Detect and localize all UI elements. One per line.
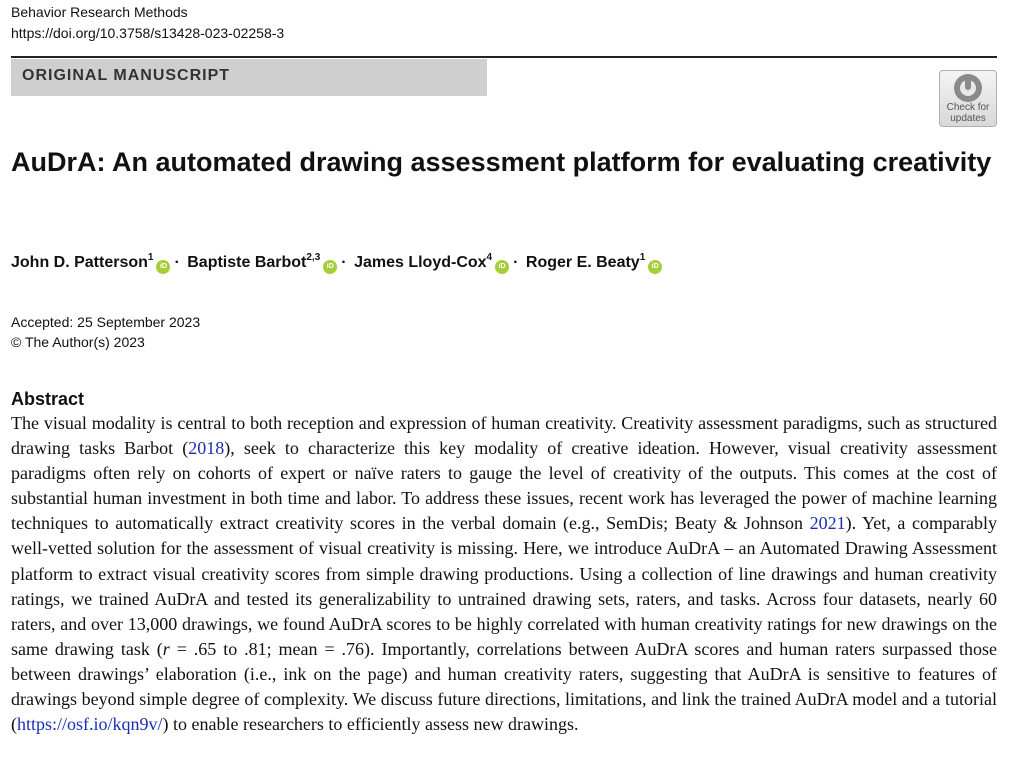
abstract-segment: ) to enable researchers to efficiently assess new drawings. — [162, 714, 579, 735]
abstract-segment: ), seek to characterize this key modality of creative ideation. However, visual creativity assessment paradigms often rely on cohorts of expert or naïve raters to gauge the level of creativity of the outputs. This comes at the cost of substantial human investment in both time and labor. To address these issues, recent work has leveraged the power of machine learning techniques to automatically extract creativity scores in the verbal domain (e.g., SemDis; Beaty & Johnson — [11, 438, 998, 534]
orcid-icon[interactable]: iD — [495, 260, 509, 274]
abstract-text — [11, 411, 997, 737]
abstract-segment: ). Yet, a comparably well-vetted solution for the assessment of visual creativity is missing. Here, we introduce AuDrA – an Automated Drawing Assessment platform to extract visual creativity scores from simple drawing productions. Using a collection of line drawings and human creativity ratings, we trained AuDrA and tested its generalizability to untrained drawing sets, raters, and tasks. Across four datasets, nearly 60 raters, and over 13,000 drawings, we found AuDrA scores to be highly correlated with human creativity ratings for new drawings on the same drawing task ( — [11, 513, 997, 659]
check-for-updates-button[interactable] — [939, 70, 997, 127]
orcid-icon[interactable]: iD — [323, 260, 337, 274]
author-affiliation: 2,3 — [306, 251, 321, 263]
author-name[interactable]: Baptiste Barbot — [187, 254, 307, 271]
author-name[interactable]: John D. Patterson — [11, 254, 148, 271]
accepted-date: Accepted: 25 September 2023 — [11, 314, 201, 330]
citation-link[interactable]: 2018 — [188, 438, 225, 459]
article-type-banner: ORIGINAL MANUSCRIPT — [11, 59, 487, 96]
copyright-notice: © The Author(s) 2023 — [11, 334, 145, 350]
paper-title: AuDrA: An automated drawing assessment platform for evaluating creativity — [11, 147, 992, 177]
abstract-segment: = .65 to .81; mean = .76). Importantly, correlations between AuDrA scores and human raters surpassed those between drawings’ elaboration (i.e., ink on the page) and human creativity raters, suggesting that AuDrA is sensitive to features of drawings beyond simple degree of complexity. We discuss future directions, limitations, and link the trained AuDrA model and a tutorial ( — [11, 638, 997, 735]
journal-name: Behavior Research Methods — [11, 4, 188, 20]
author-separator: · — [513, 254, 519, 271]
author-affiliation: 1 — [639, 251, 646, 263]
author-affiliation: 4 — [486, 251, 493, 263]
author-separator: · — [174, 254, 180, 271]
orcid-icon[interactable]: iD — [648, 260, 662, 274]
doi-link[interactable]: https://doi.org/10.3758/s13428-023-02258-3 — [11, 25, 285, 41]
citation-link[interactable]: 2021 — [809, 513, 846, 534]
check-updates-label-1: Check for — [946, 102, 990, 113]
check-updates-icon — [954, 74, 982, 102]
author-name[interactable]: James Lloyd-Cox — [354, 254, 487, 271]
statistic-symbol: r — [162, 638, 170, 659]
header-rule — [11, 56, 997, 58]
author-name[interactable]: Roger E. Beaty — [525, 254, 640, 271]
osf-link[interactable]: https://osf.io/kqn9v/ — [17, 714, 163, 735]
check-updates-label-2: updates — [950, 113, 986, 124]
author-list — [11, 252, 666, 274]
author-separator: · — [341, 254, 347, 271]
author-affiliation: 1 — [147, 251, 154, 263]
orcid-icon[interactable]: iD — [156, 260, 170, 274]
abstract-segment: The visual modality is central to both reception and expression of human creativity. Creativity assessment paradigms, such as structured drawing tasks Barbot ( — [11, 413, 997, 459]
abstract-heading: Abstract — [11, 389, 85, 409]
